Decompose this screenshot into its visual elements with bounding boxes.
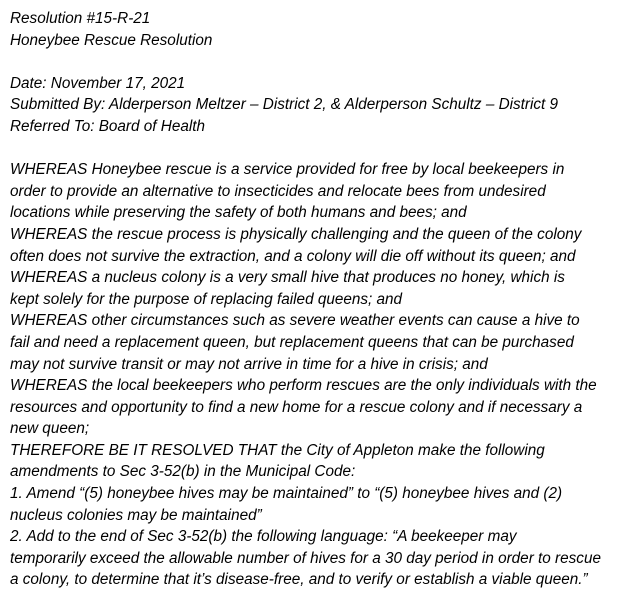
body-line: fail and need a replacement queen, but replacement queens that can be purchased <box>10 333 574 351</box>
body-line: often does not survive the extraction, and a colony will die off without its queen; and <box>10 247 576 265</box>
body-line: kept solely for the purpose of replacing failed queens; and <box>10 290 403 308</box>
body-line: order to provide an alternative to insecticides and relocate bees from undesired <box>10 182 546 200</box>
resolution-document <box>10 8 638 591</box>
amendment-line: nucleus colonies may be maintained” <box>10 506 262 524</box>
submitted-by: Submitted By: Alderperson Meltzer – District 2, & Alderperson Schultz – District 9 <box>10 96 559 114</box>
body-line: may not survive transit or may not arrive in time for a hive in crisis; and <box>10 355 488 373</box>
body-line: WHEREAS the rescue process is physically challenging and the queen of the colony <box>10 225 582 243</box>
resolution-date: Date: November 17, 2021 <box>10 74 186 92</box>
amendment-line: a colony, to determine that it’s disease-free, and to verify or establish a viable queen.” <box>10 571 588 589</box>
body-line: amendments to Sec 3-52(b) in the Municipal Code: <box>10 463 356 481</box>
body-line: WHEREAS Honeybee rescue is a service provided for free by local beekeepers in <box>10 161 565 179</box>
amendment-line: 2. Add to the end of Sec 3-52(b) the following language: “A beekeeper may <box>10 528 517 546</box>
amendment-line: 1. Amend “(5) honeybee hives may be maintained” to “(5) honeybee hives and (2) <box>10 485 563 503</box>
body-line: new queen; <box>10 420 90 438</box>
body-line: WHEREAS the local beekeepers who perform rescues are the only individuals with the <box>10 377 597 395</box>
referred-to: Referred To: Board of Health <box>10 117 206 135</box>
body-line: WHEREAS a nucleus colony is a very small hive that produces no honey, which is <box>10 269 565 287</box>
body-line: THEREFORE BE IT RESOLVED THAT the City of Appleton make the following <box>10 441 545 459</box>
body-line: locations while preserving the safety of both humans and bees; and <box>10 204 467 222</box>
resolution-title: Honeybee Rescue Resolution <box>10 31 213 49</box>
amendment-line: temporarily exceed the allowable number of hives for a 30 day period in order to rescue <box>10 549 601 567</box>
body-line: WHEREAS other circumstances such as severe weather events can cause a hive to <box>10 312 580 330</box>
body-line: resources and opportunity to find a new home for a rescue colony and if necessary a <box>10 398 583 416</box>
spacer <box>10 51 638 73</box>
resolution-number: Resolution #15-R-21 <box>10 10 151 27</box>
spacer <box>10 138 638 160</box>
